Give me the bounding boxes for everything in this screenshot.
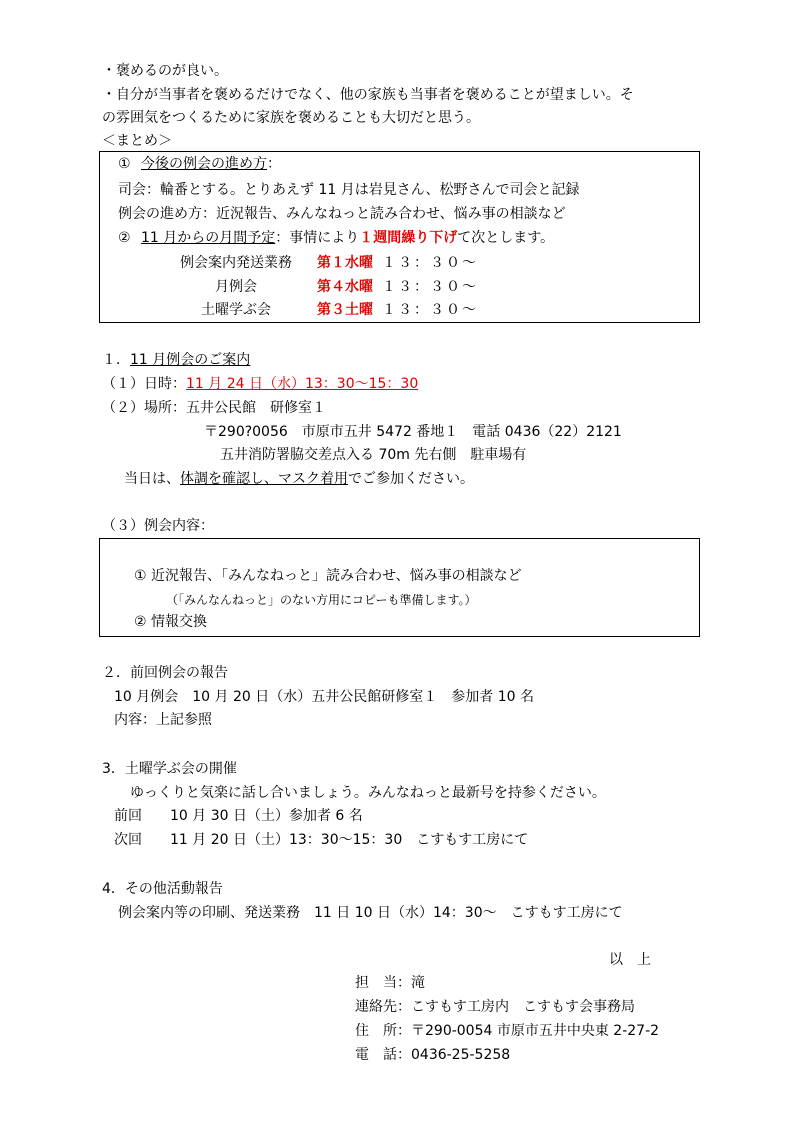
- address-value: 〒290-0054 市原市五井中央東 2-27-2: [411, 1023, 660, 1039]
- note-underlined: 体調を確認し、マスク着用: [180, 471, 348, 487]
- item-2-number: ②: [118, 230, 131, 246]
- schedule-day-3: 第３土曜: [317, 302, 373, 318]
- section-1-heading: [102, 351, 250, 369]
- chair-line: 司会：輪番とする。とりあえず 11 月は岩見さん、松野さんで司会と記録: [118, 182, 580, 198]
- section-2-line-1: 10 月例会 10 月 20 日（水）五井公民館研修室１ 参加者 10 名: [114, 689, 534, 705]
- date-row: [102, 375, 418, 393]
- section-2-heading: ２．前回例会の報告: [102, 665, 228, 681]
- address-label: 住 所：: [355, 1023, 411, 1039]
- section-1-number: １．: [102, 352, 130, 368]
- schedule-time-2: １３：３０～: [382, 279, 478, 295]
- item-2-title: 11 月からの月間予定: [141, 230, 276, 246]
- place-label: （２）場所：: [102, 400, 186, 416]
- intro-line-2: ・自分が当事者を褒めるだけでなく、他の家族も当事者を褒めることが望ましい。そ: [102, 87, 634, 103]
- section-1-title: 11 月例会のご案内: [130, 352, 251, 368]
- content-item-1-note: （「みんなんねっと」のない方用にコピーも準備します。）: [166, 593, 477, 607]
- office-label: 連絡先：: [355, 999, 411, 1015]
- access-line: 五井消防署脇交差点入る 70m 先右側 駐車場有: [220, 447, 527, 463]
- section-2-line-2: 内容：上記参照: [114, 712, 212, 728]
- content-item-1: ① 近況報告、「みんなねっと」読み合わせ、悩み事の相談など: [134, 568, 522, 584]
- item-1-number: ①: [118, 156, 131, 172]
- item-1-colon: ：: [267, 156, 282, 172]
- phone-value: 0436-25-5258: [411, 1047, 511, 1063]
- section-3-line-1: ゆっくりと気楽に話し合いましょう。みんなねっと最新号を持参ください。: [130, 785, 606, 801]
- contact-phone: [355, 1046, 510, 1064]
- schedule-time-1: １３：３０～: [382, 255, 478, 271]
- note-pre: 当日は、: [124, 471, 180, 487]
- item-2-pre: ：事情により: [275, 230, 360, 246]
- section-3-heading: 3．土曜学ぶ会の開催: [102, 761, 237, 777]
- schedule-name-1: 例会案内発送業務: [180, 255, 292, 271]
- note-post: でご参加ください。: [348, 471, 474, 487]
- phone-label: 電 話：: [355, 1047, 411, 1063]
- schedule-day-2: 第４水曜: [317, 279, 373, 295]
- summary-item-1: [118, 155, 281, 173]
- contact-charge: [355, 974, 425, 992]
- address-line: 〒290?0056 市原市五井 5472 番地１ 電話 0436（22）2121: [204, 424, 622, 440]
- item-2-highlight: １週間繰り下げ: [359, 230, 458, 246]
- section-3-next: 次回 11 月 20 日（土）13：30～15：30 こすもす工房にて: [114, 832, 529, 848]
- section-3-previous: 前回 10 月 30 日（土）参加者 6 名: [114, 808, 363, 824]
- flow-line: 例会の進め方：近況報告、みんなねっと読み合わせ、悩み事の相談など: [118, 206, 566, 222]
- schedule-name-2: 月例会: [215, 279, 257, 295]
- office-value: こすもす工房内 こすもす会事務局: [411, 999, 635, 1015]
- charge-value: 滝: [411, 975, 425, 991]
- content-label: （３）例会内容：: [102, 518, 214, 534]
- intro-line-1: ・褒めるのが良い。: [102, 63, 228, 79]
- closing-text: 以 上: [609, 952, 651, 968]
- content-item-2: ② 情報交換: [134, 614, 208, 630]
- place-value: 五井公民館 研修室１: [186, 400, 326, 416]
- date-value: 11 月 24 日（水）13：30～15：30: [186, 376, 419, 392]
- item-1-title: 今後の例会の進め方: [141, 156, 268, 172]
- attendance-note: [124, 470, 474, 488]
- place-row: [102, 399, 326, 417]
- summary-heading: ＜まとめ＞: [102, 133, 172, 149]
- schedule-name-3: 土曜学ぶ会: [201, 302, 271, 318]
- charge-label: 担 当：: [355, 975, 411, 991]
- intro-line-3: の雰囲気をつくるために家族を褒めることも大切だと思う。: [102, 110, 480, 126]
- section-4-line-1: 例会案内等の印刷、発送業務 11 日 10 日（水）14：30～ こすもす工房にて: [118, 905, 623, 921]
- item-2-post: て次とします。: [457, 230, 555, 246]
- summary-item-2: [118, 229, 554, 247]
- schedule-day-1: 第１水曜: [317, 255, 373, 271]
- section-4-heading: 4．その他活動報告: [102, 881, 223, 897]
- contact-address: [355, 1022, 659, 1040]
- contact-office: [355, 998, 635, 1016]
- schedule-time-3: １３：３０～: [382, 302, 478, 318]
- date-label: （１）日時：: [102, 376, 186, 392]
